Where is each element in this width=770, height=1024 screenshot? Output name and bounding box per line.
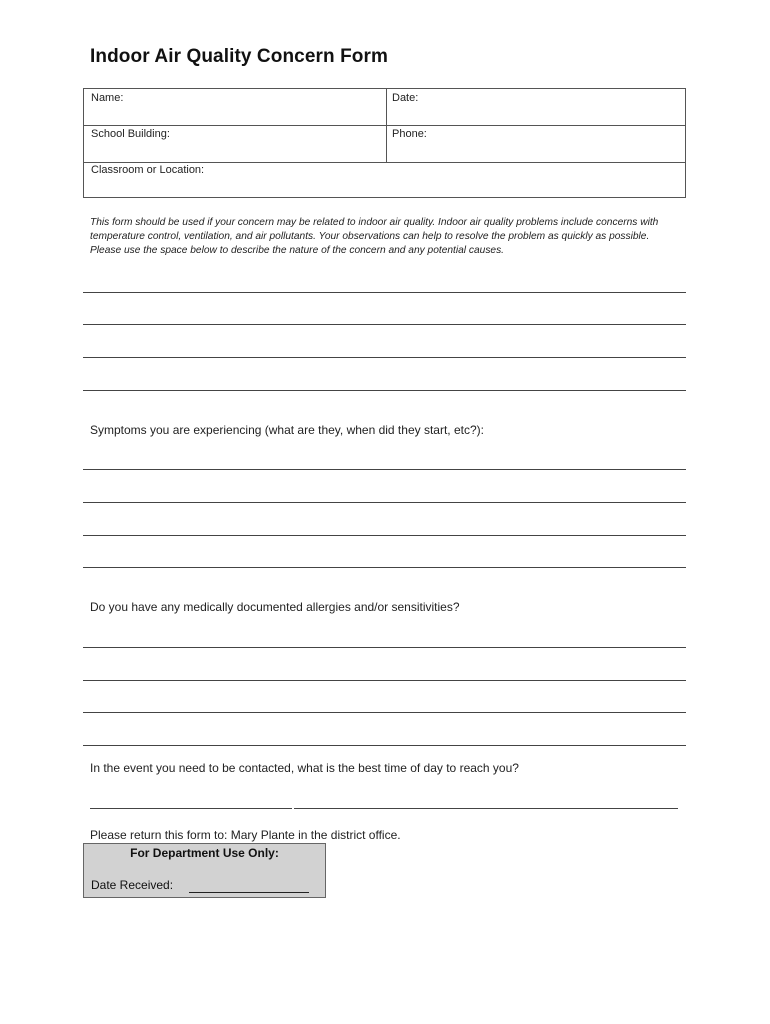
symptoms-answer-line[interactable] [83, 567, 686, 568]
department-title: For Department Use Only: [130, 846, 279, 860]
concern-answer-line[interactable] [83, 324, 686, 325]
table-divider [386, 89, 387, 162]
phone-field[interactable]: Phone: [392, 128, 427, 140]
allergies-answer-line[interactable] [83, 680, 686, 681]
symptoms-answer-line[interactable] [83, 502, 686, 503]
date-field[interactable]: Date: [392, 92, 419, 104]
date-received-line[interactable] [189, 892, 309, 893]
page-title: Indoor Air Quality Concern Form [90, 46, 388, 67]
allergies-answer-line[interactable] [83, 712, 686, 713]
intro-paragraph: This form should be used if your concern may be related to indoor air quality. Indoor air quality problems include concerns with temperature control, ventilation, and air pollutants. Your observations can help to resolve the problem as quickly as possible. Please use the space below to describe the nature of the concern and any potential causes. [90, 217, 659, 256]
date-received-label: Date Received: [91, 878, 174, 892]
name-field[interactable]: Name: [91, 92, 124, 104]
return-note: Please return this form to: Mary Plante in the district office. [90, 828, 401, 842]
symptoms-answer-line[interactable] [83, 469, 686, 470]
contact-time-question: In the event you need to be contacted, what is the best time of day to reach you? [90, 761, 519, 775]
symptoms-question: Symptoms you are experiencing (what are they, when did they start, etc?): [90, 423, 484, 437]
contact-info-table [83, 88, 686, 198]
concern-answer-line[interactable] [83, 292, 686, 293]
table-divider [84, 162, 685, 163]
symptoms-answer-line[interactable] [83, 535, 686, 536]
concern-answer-line[interactable] [83, 390, 686, 391]
classroom-location-field[interactable]: Classroom or Location: [91, 164, 205, 176]
allergies-question: Do you have any medically documented allergies and/or sensitivities? [90, 600, 460, 614]
allergies-answer-line[interactable] [83, 745, 686, 746]
department-use-box [83, 843, 326, 898]
concern-answer-line[interactable] [83, 357, 686, 358]
table-divider [84, 125, 685, 126]
school-building-field[interactable]: School Building: [91, 128, 170, 140]
contact-time-answer-line[interactable] [294, 808, 678, 809]
contact-time-answer-line[interactable] [90, 808, 292, 809]
allergies-answer-line[interactable] [83, 647, 686, 648]
